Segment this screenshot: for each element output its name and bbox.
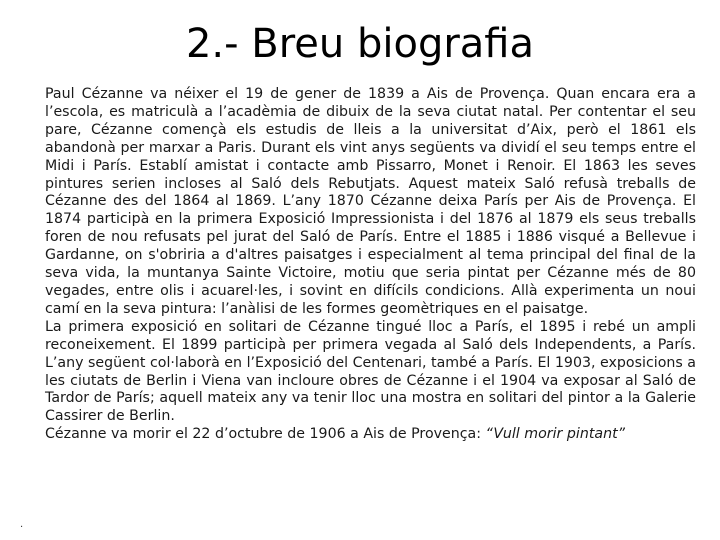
biography-paragraph-2: La primera exposició en solitari de Cézanne tingué lloc a París, el 1895 i rebé un ampli reconeixement. El 1899 participà per primera vegada al Saló dels Independents, a París. L’any següent col·laborà en l’Exposició del Centenari, també a París. El 1903, exposicions a les ciutats de Berlin i Viena van incloure obres de Cézanne i el 1904 va exposar al Saló de Tardor de París; aquell mateix any va tenir lloc una mostra en solitari del pintor a la Galerie Cassirer de Berlin. xyxy=(45,318,696,425)
biography-text xyxy=(45,86,696,444)
footer-mark: . xyxy=(20,519,24,530)
biography-closing xyxy=(45,426,696,444)
closing-text: Cézanne va morir el 22 d’octubre de 1906 a Ais de Provença: xyxy=(45,426,486,443)
slide-title: 2.- Breu biografia xyxy=(185,21,535,67)
closing-quote: “Vull morir pintant” xyxy=(485,426,625,443)
biography-paragraph-1: Paul Cézanne va néixer el 19 de gener de 1839 a Ais de Provença. Quan encara era a l’escola, es matriculà a l’acadèmia de dibuix de la seva ciutat natal. Per contentar el seu pare, Cézanne començà els estudis de lleis a la universitat d’Aix, però el 1861 els abandonà per marxar a Paris. Durant els vint anys següents va dividí el seu temps entre el Midi i París. Establí amistat i contacte amb Pissarro, Monet i Renoir. El 1863 les seves pintures serien incloses al Saló dels Rebutjats. Aquest mateix Saló refusà treballs de Cézanne des del 1864 al 1869. L’any 1870 Cézanne deixa París per Ais de Provença. El 1874 participà en la primera Exposició Impressionista i del 1876 al 1879 els seus treballs foren de nou refusats pel jurat del Saló de París. Entre el 1885 i 1886 visqué a Bellevue i Gardanne, on s'obriria a d'altres paisatges i especialment al tema principal del final de la seva vida, la muntanya Sainte Victoire, motiu que seria pintat per Cézanne més de 80 vegades, entre olis i acuarel·les, i sovint en difícils condicions. Allà experimenta un noui camí en la seva pintura: l’anàlisi de les formes geomètriques en el paisatge. xyxy=(45,86,696,317)
